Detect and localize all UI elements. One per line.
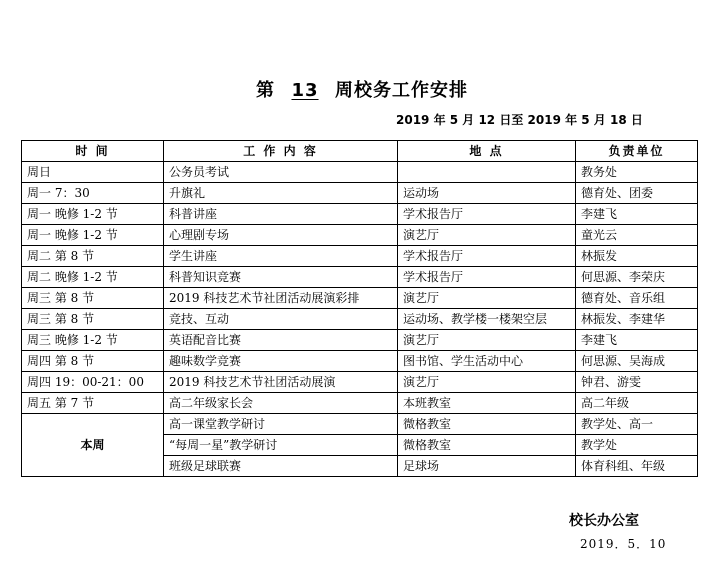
cell-place: 图书馆、学生活动中心 — [398, 351, 576, 372]
cell-content: “每周一星”教学研讨 — [164, 435, 398, 456]
office-signature: 校长办公室 — [569, 513, 639, 529]
cell-unit: 何思源、李荣庆 — [576, 267, 698, 288]
header-row — [22, 141, 698, 162]
header-place: 地 点 — [398, 141, 576, 162]
cell-place: 演艺厅 — [398, 225, 576, 246]
cell-unit: 何思源、吴海成 — [576, 351, 698, 372]
cell-time: 周五 第 7 节 — [22, 393, 164, 414]
cell-unit: 钟君、游雯 — [576, 372, 698, 393]
title-prefix: 第 — [256, 80, 275, 101]
cell-time: 周一 晚修 1-2 节 — [22, 204, 164, 225]
cell-content: 高一课堂教学研讨 — [164, 414, 398, 435]
cell-time: 周三 第 8 节 — [22, 288, 164, 309]
cell-time: 周四 19：00-21：00 — [22, 372, 164, 393]
table-row — [22, 330, 698, 351]
table-row — [22, 162, 698, 183]
cell-unit: 林振发 — [576, 246, 698, 267]
sign-date: 2019．5．10 — [580, 537, 667, 551]
table-row — [22, 288, 698, 309]
page-title — [0, 76, 724, 102]
cell-unit: 教学处 — [576, 435, 698, 456]
cell-unit: 林振发、李建华 — [576, 309, 698, 330]
cell-content: 趣味数学竞赛 — [164, 351, 398, 372]
cell-place: 微格教室 — [398, 414, 576, 435]
cell-place: 运动场、教学楼一楼架空层 — [398, 309, 576, 330]
cell-time: 周一 晚修 1-2 节 — [22, 225, 164, 246]
cell-content: 心理剧专场 — [164, 225, 398, 246]
cell-unit: 德育处、团委 — [576, 183, 698, 204]
cell-unit: 体育科组、年级 — [576, 456, 698, 477]
cell-unit: 童光云 — [576, 225, 698, 246]
cell-content: 2019 科技艺术节社团活动展演彩排 — [164, 288, 398, 309]
cell-place: 学术报告厅 — [398, 204, 576, 225]
schedule-table — [21, 140, 698, 477]
header-unit: 负责单位 — [576, 141, 698, 162]
cell-unit: 李建飞 — [576, 204, 698, 225]
cell-content: 班级足球联赛 — [164, 456, 398, 477]
cell-place: 足球场 — [398, 456, 576, 477]
cell-unit: 高二年级 — [576, 393, 698, 414]
table-row — [22, 225, 698, 246]
cell-unit: 李建飞 — [576, 330, 698, 351]
table-row — [22, 246, 698, 267]
table-row — [22, 372, 698, 393]
cell-place: 演艺厅 — [398, 330, 576, 351]
cell-time: 周日 — [22, 162, 164, 183]
cell-time: 周二 晚修 1-2 节 — [22, 267, 164, 288]
this-week-row — [22, 414, 698, 435]
cell-time: 周三 第 8 节 — [22, 309, 164, 330]
title-suffix: 周校务工作安排 — [335, 80, 468, 101]
cell-content: 公务员考试 — [164, 162, 398, 183]
header-time: 时 间 — [22, 141, 164, 162]
cell-place: 学术报告厅 — [398, 246, 576, 267]
cell-time: 周四 第 8 节 — [22, 351, 164, 372]
table-row — [22, 351, 698, 372]
cell-time: 周一 7：30 — [22, 183, 164, 204]
cell-place: 演艺厅 — [398, 288, 576, 309]
week-number: 13 — [291, 80, 319, 101]
table-row — [22, 309, 698, 330]
cell-time: 周二 第 8 节 — [22, 246, 164, 267]
cell-place: 本班教室 — [398, 393, 576, 414]
cell-time: 周三 晚修 1-2 节 — [22, 330, 164, 351]
date-range: 2019 年 5 月 12 日至 2019 年 5 月 18 日 — [396, 113, 643, 127]
cell-content: 科普知识竞赛 — [164, 267, 398, 288]
cell-place — [398, 162, 576, 183]
cell-content: 2019 科技艺术节社团活动展演 — [164, 372, 398, 393]
cell-place: 学术报告厅 — [398, 267, 576, 288]
table-row — [22, 204, 698, 225]
cell-unit: 教务处 — [576, 162, 698, 183]
cell-content: 科普讲座 — [164, 204, 398, 225]
cell-content: 高二年级家长会 — [164, 393, 398, 414]
cell-place: 演艺厅 — [398, 372, 576, 393]
table-row — [22, 393, 698, 414]
cell-content: 学生讲座 — [164, 246, 398, 267]
this-week-label: 本周 — [22, 414, 164, 477]
header-content: 工 作 内 容 — [164, 141, 398, 162]
cell-place: 微格教室 — [398, 435, 576, 456]
table-row — [22, 267, 698, 288]
cell-content: 英语配音比赛 — [164, 330, 398, 351]
cell-unit: 教学处、高一 — [576, 414, 698, 435]
cell-unit: 德育处、音乐组 — [576, 288, 698, 309]
table-row — [22, 183, 698, 204]
cell-place: 运动场 — [398, 183, 576, 204]
cell-content: 升旗礼 — [164, 183, 398, 204]
cell-content: 竞技、互动 — [164, 309, 398, 330]
